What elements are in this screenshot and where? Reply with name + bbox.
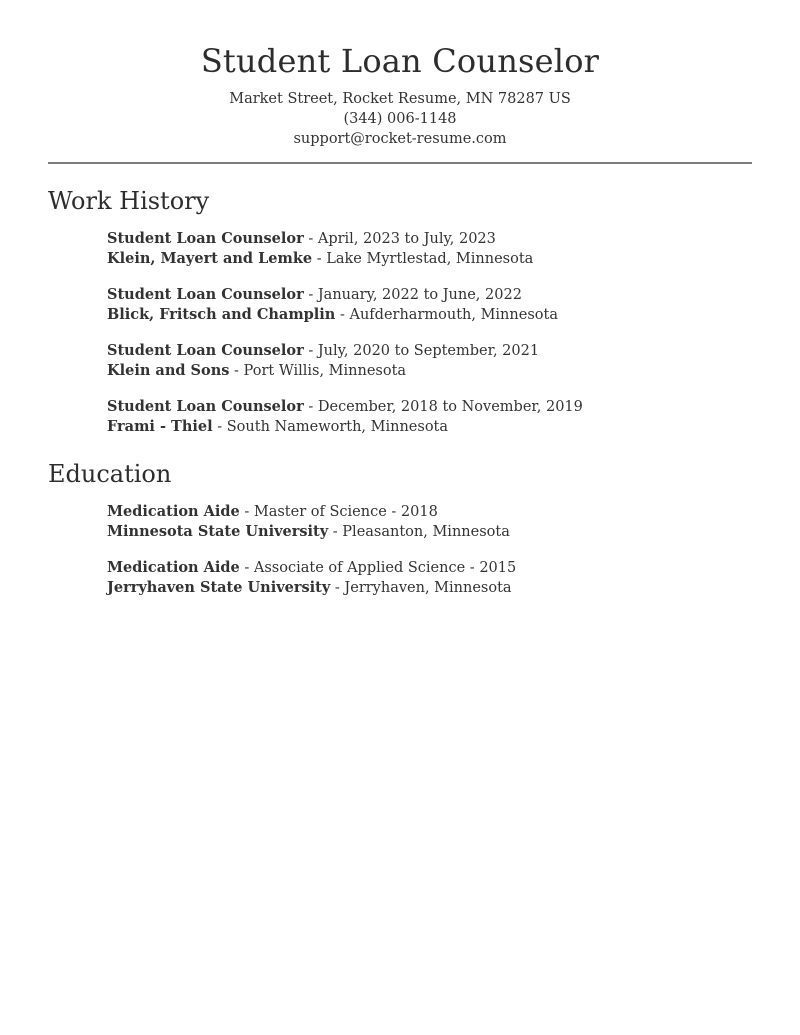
company-name: Klein and Sons: [107, 362, 230, 380]
job-dates: January, 2022 to June, 2022: [317, 287, 522, 304]
work-entry-company-line: [107, 417, 752, 437]
degree-name: Master of Science: [253, 503, 387, 520]
job-title: Student Loan Counselor: [107, 286, 304, 304]
separator: -: [239, 559, 254, 576]
separator: -: [465, 559, 480, 576]
contact-block: [0, 89, 800, 149]
work-entry-title-line: [107, 397, 752, 417]
program-name: Medication Aide: [107, 502, 240, 520]
separator: -: [328, 523, 343, 540]
graduation-year: 2015: [479, 559, 517, 576]
education-entry: [107, 502, 752, 542]
separator: -: [303, 231, 318, 248]
work-entry: [107, 397, 752, 437]
school-name: Jerryhaven State University: [107, 578, 331, 596]
contact-phone: (344) 006-1148: [343, 111, 457, 128]
education-entry: [107, 558, 752, 598]
separator: -: [229, 363, 244, 380]
company-name: Frami - Thiel: [107, 418, 213, 436]
school-location: Pleasanton, Minnesota: [342, 523, 510, 540]
work-entry: [107, 285, 752, 325]
separator: -: [303, 287, 318, 304]
graduation-year: 2018: [400, 503, 438, 520]
separator: -: [335, 307, 350, 324]
job-title: Student Loan Counselor: [107, 398, 304, 416]
job-location: Port Willis, Minnesota: [243, 363, 407, 380]
separator: -: [239, 503, 254, 520]
work-entry: [107, 229, 752, 269]
separator: -: [303, 399, 318, 416]
separator: -: [386, 503, 401, 520]
work-entry-title-line: [107, 341, 752, 361]
resume-header: [0, 0, 800, 149]
header-divider: [48, 162, 752, 164]
company-name: Blick, Fritsch and Champlin: [107, 306, 336, 324]
separator: -: [330, 579, 345, 596]
work-history-entries: [107, 229, 752, 437]
resume-content: [48, 187, 752, 598]
job-dates: April, 2023 to July, 2023: [317, 231, 496, 248]
job-dates: December, 2018 to November, 2019: [317, 399, 583, 416]
separator: -: [303, 343, 318, 360]
work-entry-title-line: [107, 285, 752, 305]
contact-email: support@rocket-resume.com: [293, 131, 507, 148]
company-name: Klein, Mayert and Lemke: [107, 250, 313, 268]
work-entry-company-line: [107, 361, 752, 381]
education-school-line: [107, 578, 752, 598]
section-heading-work-history: Work History: [48, 187, 210, 216]
degree-name: Associate of Applied Science: [253, 559, 466, 576]
program-name: Medication Aide: [107, 558, 240, 576]
section-heading-education: Education: [48, 460, 172, 489]
education-degree-line: [107, 558, 752, 578]
work-entry-company-line: [107, 305, 752, 325]
school-name: Minnesota State University: [107, 522, 329, 540]
job-title: Student Loan Counselor: [107, 230, 304, 248]
school-location: Jerryhaven, Minnesota: [344, 579, 512, 596]
job-location: South Nameworth, Minnesota: [226, 419, 449, 436]
education-degree-line: [107, 502, 752, 522]
job-dates: July, 2020 to September, 2021: [317, 343, 540, 360]
job-location: Aufderharmouth, Minnesota: [349, 307, 558, 324]
education-entries: [107, 502, 752, 598]
work-entry-company-line: [107, 249, 752, 269]
job-location: Lake Myrtlestad, Minnesota: [326, 251, 534, 268]
page-title: Student Loan Counselor: [200, 42, 600, 80]
work-entry-title-line: [107, 229, 752, 249]
education-school-line: [107, 522, 752, 542]
contact-address: Market Street, Rocket Resume, MN 78287 US: [229, 91, 571, 108]
separator: -: [312, 251, 327, 268]
work-entry: [107, 341, 752, 381]
separator: -: [212, 419, 227, 436]
job-title: Student Loan Counselor: [107, 342, 304, 360]
